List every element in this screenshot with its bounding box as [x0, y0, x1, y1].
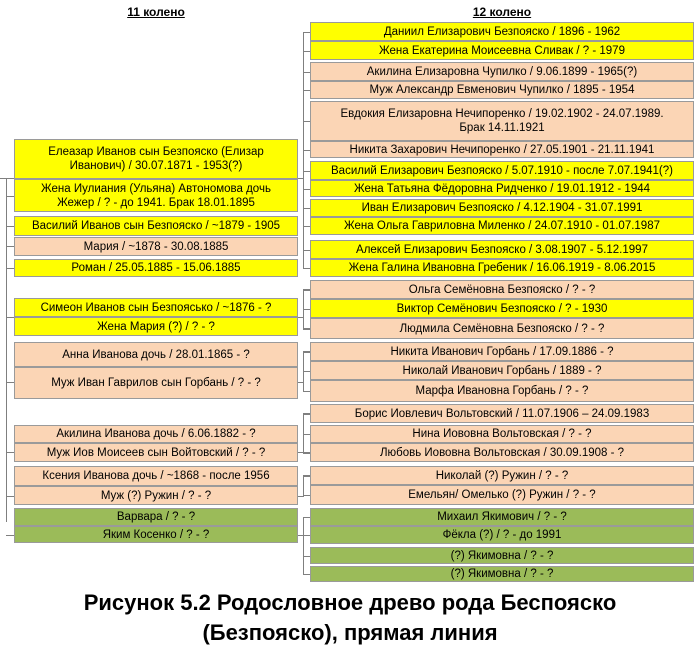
connector-line — [303, 352, 310, 353]
person-text: Жежер / ? - до 1941. Брак 18.01.1895 — [57, 196, 255, 209]
connector-line — [6, 496, 14, 497]
connector-line — [303, 309, 310, 310]
person-text: Варвара / ? - ? — [116, 511, 196, 523]
gen11-person-box — [14, 259, 298, 277]
person-text: Ксения Иванова дочь / ~1868 - после 1956 — [42, 470, 270, 482]
connector-line — [303, 121, 310, 122]
connector-line — [303, 535, 310, 536]
gen11-person-box — [14, 425, 298, 443]
gen11-person-box — [14, 508, 298, 526]
person-text: Марфа Ивановна Горбань / ? - ? — [415, 385, 589, 397]
gen11-person-box — [14, 466, 298, 486]
connector-line — [303, 32, 310, 33]
gen11-person-box — [14, 486, 298, 505]
gen11-person-box — [14, 179, 298, 212]
connector-line — [303, 495, 310, 496]
connector-line — [6, 268, 14, 269]
person-text: Емельян/ Омелько (?) Ружин / ? - ? — [408, 489, 596, 501]
person-text: Никита Захарович Нечипоренко / 27.05.1901 - 21.11.1941 — [349, 143, 655, 156]
connector-line — [303, 434, 310, 435]
person-text: Николай (?) Ружин / ? - ? — [435, 469, 569, 482]
gen12-person-box — [310, 259, 694, 277]
caption-line-1: Рисунок 5.2 Родословное древо рода Беспояско — [83, 590, 617, 615]
person-text: Ольга Семёновна Безпояско / ? - ? — [408, 283, 596, 296]
person-text: Нина Иововна Вольтовская / ? - ? — [412, 428, 592, 440]
person-text: Николай Иванович Горбань / 1889 - ? — [402, 364, 602, 377]
gen12-person-box — [310, 280, 694, 299]
connector-line — [303, 90, 310, 91]
generation-12-header: 12 колено — [472, 5, 532, 19]
figure-caption — [0, 588, 700, 648]
person-text: Василий Елизарович Безпояско / 5.07.1910 - после 7.07.1941(?) — [331, 164, 673, 177]
connector-line — [6, 317, 14, 318]
person-text: Муж Александр Евменович Чупилко / 1895 - 1954 — [369, 84, 635, 96]
connector-line — [303, 371, 310, 372]
person-text: (?) Якимовна / ? - ? — [450, 568, 554, 580]
gen12-person-box — [310, 318, 694, 339]
gen12-person-box — [310, 342, 694, 361]
gen12-person-box — [310, 443, 694, 462]
person-text: (?) Якимовна / ? - ? — [450, 549, 554, 562]
connector-line — [303, 414, 310, 415]
connector-line — [303, 556, 310, 557]
gen12-person-box — [310, 240, 694, 259]
gen12-person-box — [310, 81, 694, 99]
connector-line — [6, 178, 7, 522]
gen12-person-box — [310, 299, 694, 318]
person-text: Алексей Елизарович Безпояско / 3.08.1907 - 5.12.1997 — [356, 243, 648, 256]
person-text: Муж Иван Гаврилов сын Горбань / ? - ? — [51, 377, 261, 389]
gen12-person-box — [310, 526, 694, 544]
gen12-person-box — [310, 161, 694, 180]
person-text: Жена Екатерина Моисеевна Сливак / ? - 1979 — [379, 44, 625, 57]
gen12-person-box — [310, 547, 694, 564]
person-text: Акилина Елизаровна Чупилко / 9.06.1899 - 1965(?) — [366, 65, 638, 78]
gen11-person-box — [14, 443, 298, 462]
connector-line — [303, 329, 310, 330]
connector-line — [303, 476, 310, 477]
gen12-person-box — [310, 361, 694, 380]
person-text: Муж (?) Ружин / ? - ? — [100, 489, 212, 502]
person-text: Симеон Иванов сын Безпоясько / ~1876 - ? — [40, 301, 272, 314]
person-text: Даниил Елизарович Безпояско / 1896 - 1962 — [383, 25, 621, 38]
gen11-person-box — [14, 237, 298, 256]
person-text: Михаил Якимович / ? - ? — [437, 511, 567, 523]
connector-line — [0, 178, 14, 179]
generation-11-header: 11 колено — [127, 5, 185, 19]
person-text: Брак 14.11.1921 — [459, 122, 545, 134]
gen12-person-box — [310, 41, 694, 60]
connector-line — [6, 535, 14, 536]
person-text: Жена Иулиания (Ульяна) Автономова дочь — [41, 182, 271, 195]
person-text: Любовь Иововна Вольтовская / 30.09.1908 - ? — [379, 446, 625, 459]
person-text: Елеазар Иванов сын Безпояско (Елизар — [48, 146, 264, 158]
person-text: Жена Мария (?) / ? - ? — [97, 320, 215, 333]
connector-line — [303, 171, 310, 172]
gen12-person-box — [310, 101, 694, 141]
person-text: Мария / ~1878 - 30.08.1885 — [83, 240, 229, 253]
connector-line — [303, 517, 304, 575]
connector-line — [298, 496, 304, 497]
person-text: Иван Елизарович Безпояско / 4.12.1904 - 31.07.1991 — [361, 202, 643, 214]
person-text: Роман / 25.05.1885 - 15.06.1885 — [71, 262, 241, 274]
person-text: Иванович) / 30.07.1871 - 1953(?) — [69, 160, 243, 172]
connector-line — [303, 391, 310, 392]
person-text: Виктор Семёнович Безпояско / ? - 1930 — [396, 302, 608, 315]
gen11-person-box — [14, 342, 298, 367]
gen11-person-box — [14, 216, 298, 236]
gen11-person-box — [14, 298, 298, 317]
person-text: Евдокия Елизаровна Нечипоренко / 19.02.1902 - 24.07.1989. — [340, 108, 664, 120]
connector-line — [6, 382, 14, 383]
connector-line — [303, 150, 310, 151]
connector-line — [6, 226, 14, 227]
person-text: Жена Ольга Гавриловна Миленко / 24.07.1910 - 01.07.1987 — [344, 220, 660, 232]
connector-line — [303, 574, 310, 575]
person-text: Муж Иов Моисеев сын Войтовский / ? - ? — [46, 446, 266, 459]
gen12-person-box — [310, 22, 694, 41]
connector-line — [6, 452, 14, 453]
gen12-person-box — [310, 141, 694, 158]
gen12-person-box — [310, 508, 694, 526]
gen12-person-box — [310, 485, 694, 505]
gen11-person-box — [14, 367, 298, 399]
connector-line — [303, 250, 310, 251]
person-text: Жена Галина Ивановна Гребеник / 16.06.1919 - 8.06.2015 — [348, 262, 656, 274]
gen11-person-box — [14, 139, 298, 179]
connector-line — [303, 51, 310, 52]
gen12-person-box — [310, 466, 694, 485]
connector-line — [303, 413, 304, 453]
person-text: Яким Косенко / ? - ? — [102, 528, 210, 541]
person-text: Василий Иванов сын Безпояско / ~1879 - 1905 — [31, 220, 281, 232]
person-text: Фёкла (?) / ? - до 1991 — [442, 529, 562, 541]
gen12-person-box — [310, 217, 694, 235]
person-text: Борис Иовлевич Вольтовский / 11.07.1906 – 24.09.1983 — [354, 407, 650, 420]
connector-line — [303, 72, 310, 73]
caption-line-2: (Безпояско), прямая линия — [202, 620, 498, 645]
gen11-person-box — [14, 317, 298, 336]
person-text: Людмила Семёновна Безпояско / ? - ? — [399, 322, 605, 335]
gen12-person-box — [310, 404, 694, 423]
gen12-person-box — [310, 62, 694, 81]
person-text: Акилина Иванова дочь / 6.06.1882 - ? — [56, 428, 256, 440]
gen12-person-box — [310, 180, 694, 197]
gen11-person-box — [14, 526, 298, 543]
connector-line — [303, 189, 310, 190]
person-text: Никита Иванович Горбань / 17.09.1886 - ? — [390, 345, 614, 358]
connector-line — [303, 290, 310, 291]
connector-line — [6, 246, 14, 247]
connector-line — [303, 453, 310, 454]
gen12-person-box — [310, 380, 694, 402]
gen12-person-box — [310, 566, 694, 582]
person-text: Анна Иванова дочь / 28.01.1865 - ? — [62, 348, 250, 361]
connector-line — [303, 208, 310, 209]
connector-line — [6, 196, 14, 197]
person-text: Жена Татьяна Фёдоровна Ридченко / 19.01.1912 - 1944 — [353, 182, 651, 195]
connector-line — [303, 517, 310, 518]
connector-line — [303, 226, 310, 227]
gen12-person-box — [310, 199, 694, 217]
connector-line — [303, 475, 304, 496]
gen12-person-box — [310, 425, 694, 443]
connector-line — [303, 268, 310, 269]
